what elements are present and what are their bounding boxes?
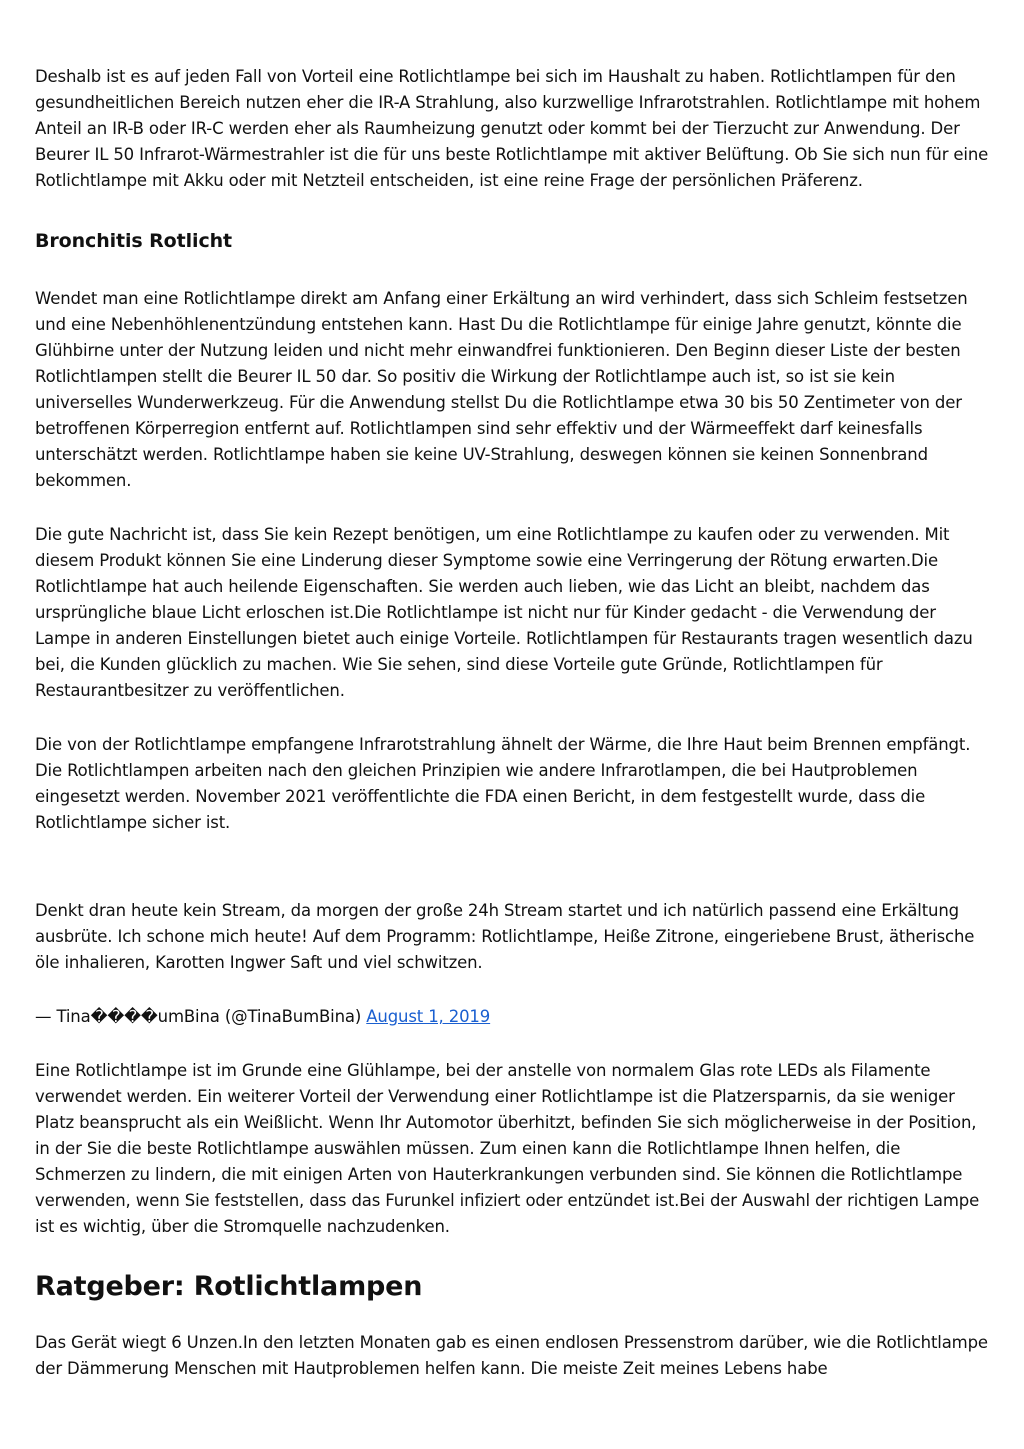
tweet-date-link[interactable]: August 1, 2019 [366, 1007, 491, 1026]
heading-bronchitis-rotlicht: Bronchitis Rotlicht [35, 230, 233, 252]
embedded-tweet [35, 898, 989, 1030]
paragraph-gute-nachricht: Die gute Nachricht ist, dass Sie kein Rezept benötigen, um eine Rotlichtlampe zu kaufen oder zu verwenden. Mit diesem Produkt können Sie eine Linderung dieser Symptome sowie eine Verringerung der Rötung erwarten.Die Rotlichtlampe hat auch heilende Eigenschaften. Sie werden auch lieben, wie das Licht an bleibt, nachdem das ursprüngliche blaue Licht erloschen ist.Die Rotlichtlampe ist nicht nur für Kinder gedacht - die Verwendung der Lampe in anderen Einstellungen bietet auch einige Vorteile. Rotlichtlampen für Restaurants tragen wesentlich dazu bei, die Kunden glücklich zu machen. Wie Sie sehen, sind diese Vorteile gute Gründe, Rotlichtlampen für Restaurantbesitzer zu veröffentlichen. [35, 525, 973, 700]
paragraph-geraet: Das Gerät wiegt 6 Unzen.In den letzten Monaten gab es einen endlosen Pressenstrom darüber, wie die Rotlichtlampe der Dämmerung Menschen mit Hautproblemen helfen kann. Die meiste Zeit meines Lebens habe [35, 1333, 988, 1378]
paragraph-bronchitis: Wendet man eine Rotlichtlampe direkt am Anfang einer Erkältung an wird verhindert, dass sich Schleim festsetzen und eine Nebenhöhlenentzündung entstehen kann. Hast Du die Rotlichtlampe für einige Jahre genutzt, könnte die Glühbirne unter der Nutzung leiden und nicht mehr einwandfrei funktionieren. Den Beginn dieser Liste der besten Rotlichtlampen stellt die Beurer IL 50 dar. So positiv die Wirkung der Rotlichtlampe auch ist, so ist sie kein universelles Wunderwerkzeug. Für die Anwendung stellst Du die Rotlichtlampe etwa 30 bis 50 Zentimeter von der betroffenen Körperregion entfernt auf. Rotlichtlampen sind sehr effektiv und der Wärmeeffekt darf keinesfalls unterschätzt werden. Rotlichtlampe haben sie keine UV-Strahlung, deswegen können sie keinen Sonnenbrand bekommen. [35, 289, 968, 490]
heading-ratgeber-rotlichtlampen: Ratgeber: Rotlichtlampen [35, 1271, 423, 1302]
tweet-attribution [35, 1004, 989, 1030]
tweet-text: Denkt dran heute kein Stream, da morgen der große 24h Stream startet und ich natürlich passend eine Erkältung ausbrüte. Ich schone mich heute! Auf dem Programm: Rotlichtlampe, Heiße Zitrone, eingeriebene Brust, ätherische öle inhalieren, Karotten Ingwer Saft und viel schwitzen. [35, 901, 975, 972]
paragraph-infrarotstrahlung: Die von der Rotlichtlampe empfangene Infrarotstrahlung ähnelt der Wärme, die Ihre Haut beim Brennen empfängt. Die Rotlichtlampen arbeiten nach den gleichen Prinzipien wie andere Infrarotlampen, die bei Hautproblemen eingesetzt werden. November 2021 veröffentlichte die FDA einen Bericht, in dem festgestellt wurde, dass die Rotlichtlampe sicher ist. [35, 735, 971, 832]
paragraph-gluehlampe: Eine Rotlichtlampe ist im Grunde eine Glühlampe, bei der anstelle von normalem Glas rote LEDs als Filamente verwendet werden. Ein weiterer Vorteil der Verwendung einer Rotlichtlampe ist die Platzersparnis, da sie weniger Platz beansprucht als ein Weißlicht. Wenn Ihr Automotor überhitzt, befinden Sie sich möglicherweise in der Position, in der Sie die beste Rotlichtlampe auswählen müssen. Zum einen kann die Rotlichtlampe Ihnen helfen, die Schmerzen zu lindern, die mit einigen Arten von Hauterkrankungen verbunden sind. Sie können die Rotlichtlampe verwenden, wenn Sie feststellen, dass das Furunkel infiziert oder entzündet ist.Bei der Auswahl der richtigen Lampe ist es wichtig, über die Stromquelle nachzudenken. [35, 1061, 980, 1236]
tweet-author: — Tina����umBina (@TinaBumBina) [35, 1007, 367, 1026]
paragraph-intro: Deshalb ist es auf jeden Fall von Vorteil eine Rotlichtlampe bei sich im Haushalt zu haben. Rotlichtlampen für den gesundheitlichen Bereich nutzen eher die IR-A Strahlung, also kurzwellige Infrarotstrahlen. Rotlichtlampe mit hohem Anteil an IR-B oder IR-C werden eher als Raumheizung genutzt oder kommt bei der Tierzucht zur Anwendung. Der Beurer IL 50 Infrarot-Wärmestrahler ist die für uns beste Rotlichtlampe mit aktiver Belüftung. Ob Sie sich nun für eine Rotlichtlampe mit Akku oder mit Netzteil entscheiden, ist eine reine Frage der persönlichen Präferenz. [35, 67, 989, 190]
